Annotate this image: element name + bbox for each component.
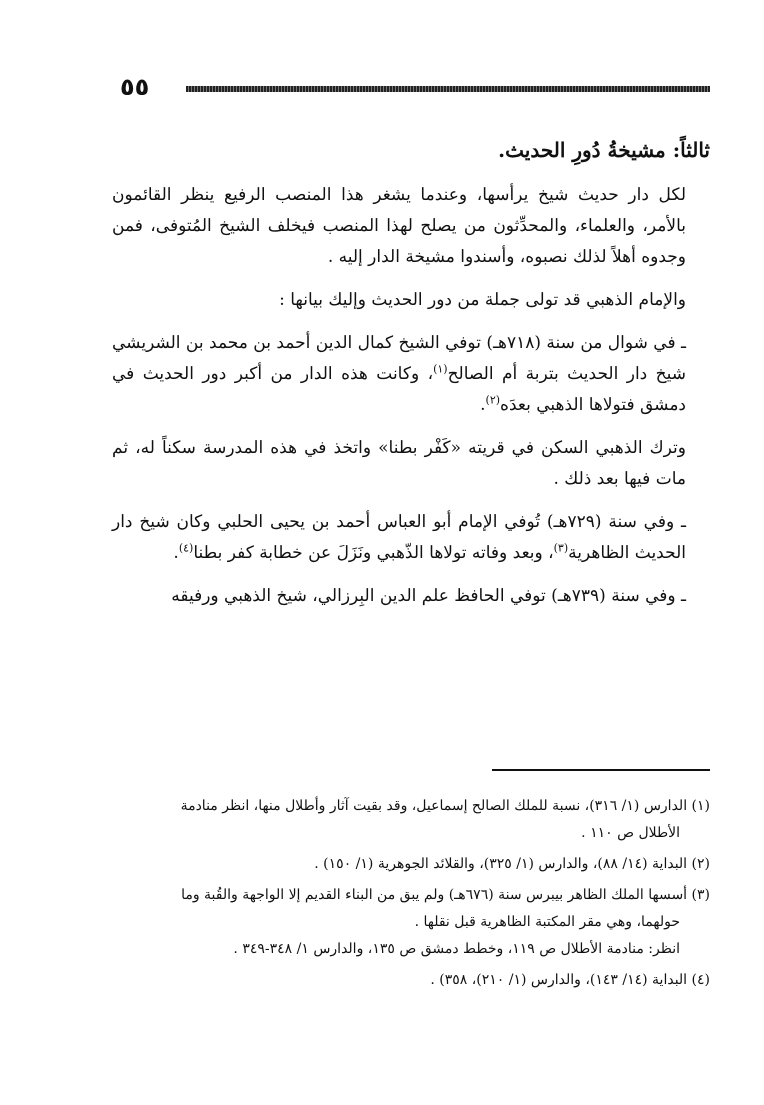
item-text: . xyxy=(480,395,486,415)
footnote-ref: (٢) xyxy=(485,393,501,407)
footnote-line: الأطلال ص ١١٠ . xyxy=(581,825,680,841)
footnote-divider xyxy=(492,769,710,771)
item-text: ـ في شوال من سنة (٧١٨هـ) توفي الشيخ كمال الدين أحمد بن محمد بن الشريشي شيخ دار الحديث بتربة أم الصالح xyxy=(112,333,686,384)
page-number: ٥٥ xyxy=(120,73,150,101)
footnote-line: (١) الدارس (١/ ٣١٦)، نسبة للملك الصالح إسماعيل، وقد بقيت آثار وأطلال منها، انظر منادمة xyxy=(180,798,710,814)
item-text: ، وبعد وفاته تولاها الذّهبي ونَزَلَ عن خطابة كفر بطنا xyxy=(193,543,554,563)
footnote-line: انظر: منادمة الأطلال ص ١١٩، وخطط دمشق ص ١٣٥، والدارس ١/ ٣٤٨-٣٤٩ . xyxy=(233,941,680,957)
paragraph: لكل دار حديث شيخ يرأسها، وعندما يشغر هذا المنصب الرفيع ينظر القائمون بالأمر، والعلماء، والمحدِّثون من يصلح لهذا المنصب فيخلف الشيخ المُتوفى، فمن وجدوه أهلاً لذلك نصبوه، وأسندوا مشيخة الدار إليه . xyxy=(112,185,686,267)
footnote-ref: (٤) xyxy=(178,541,194,555)
footnote-line: (٤) البداية (١٤/ ١٤٣)، والدارس (١/ ٢١٠)، ٣٥٨) . xyxy=(430,972,710,988)
page-header xyxy=(120,72,710,102)
paragraph: والإمام الذهبي قد تولى جملة من دور الحديث وإليك بيانها : xyxy=(279,290,686,310)
footnote-ref: (٣) xyxy=(553,541,569,555)
main-text xyxy=(112,130,710,624)
footnote xyxy=(112,967,710,994)
footnote-ref: (١) xyxy=(433,362,448,376)
footnote xyxy=(112,793,710,847)
section-title: ثالثاً: مشيخةُ دُورِ الحديث. xyxy=(498,138,710,162)
footnotes xyxy=(112,793,710,998)
paragraph: وترك الذهبي السكن في قريته «كَفْر بطنا» واتخذ في هذه المدرسة سكناً له، ثم مات فيها بعد ذلك . xyxy=(112,438,686,489)
list-item xyxy=(112,507,710,569)
item-text: . xyxy=(173,543,179,563)
footnote-line: (٢) البداية (١٤/ ٨٨)، والدارس (١/ ٣٢٥)، والقلائد الجوهرية (١/ ١٥٠) . xyxy=(314,856,710,872)
footnote-line: حولهما، وهي مقر المكتبة الظاهرية قبل نقلها . xyxy=(414,914,680,930)
item-text: ـ وفي سنة (٧٢٩هـ) تُوفي الإمام أبو العباس أحمد بن يحيى الحلبي وكان شيخ دار الحديث الظاهرية xyxy=(112,512,686,563)
header-rule xyxy=(186,86,710,92)
footnote xyxy=(112,851,710,878)
footnote-line: (٣) أسسها الملك الظاهر بيبرس سنة (٦٧٦هـ) ولم يبق من البناء القديم إلا الواجهة والقُبة وما xyxy=(181,887,710,903)
item-text: ، وكانت هذه الدار من أكبر دور الحديث في دمشق فتولاها الذهبي بعدَه xyxy=(112,364,686,415)
footnote xyxy=(112,882,710,963)
list-item xyxy=(112,328,710,421)
list-item: ـ وفي سنة (٧٣٩هـ) توفي الحافظ علم الدين البِرزالي، شيخ الذهبي ورفيقه xyxy=(171,586,686,606)
